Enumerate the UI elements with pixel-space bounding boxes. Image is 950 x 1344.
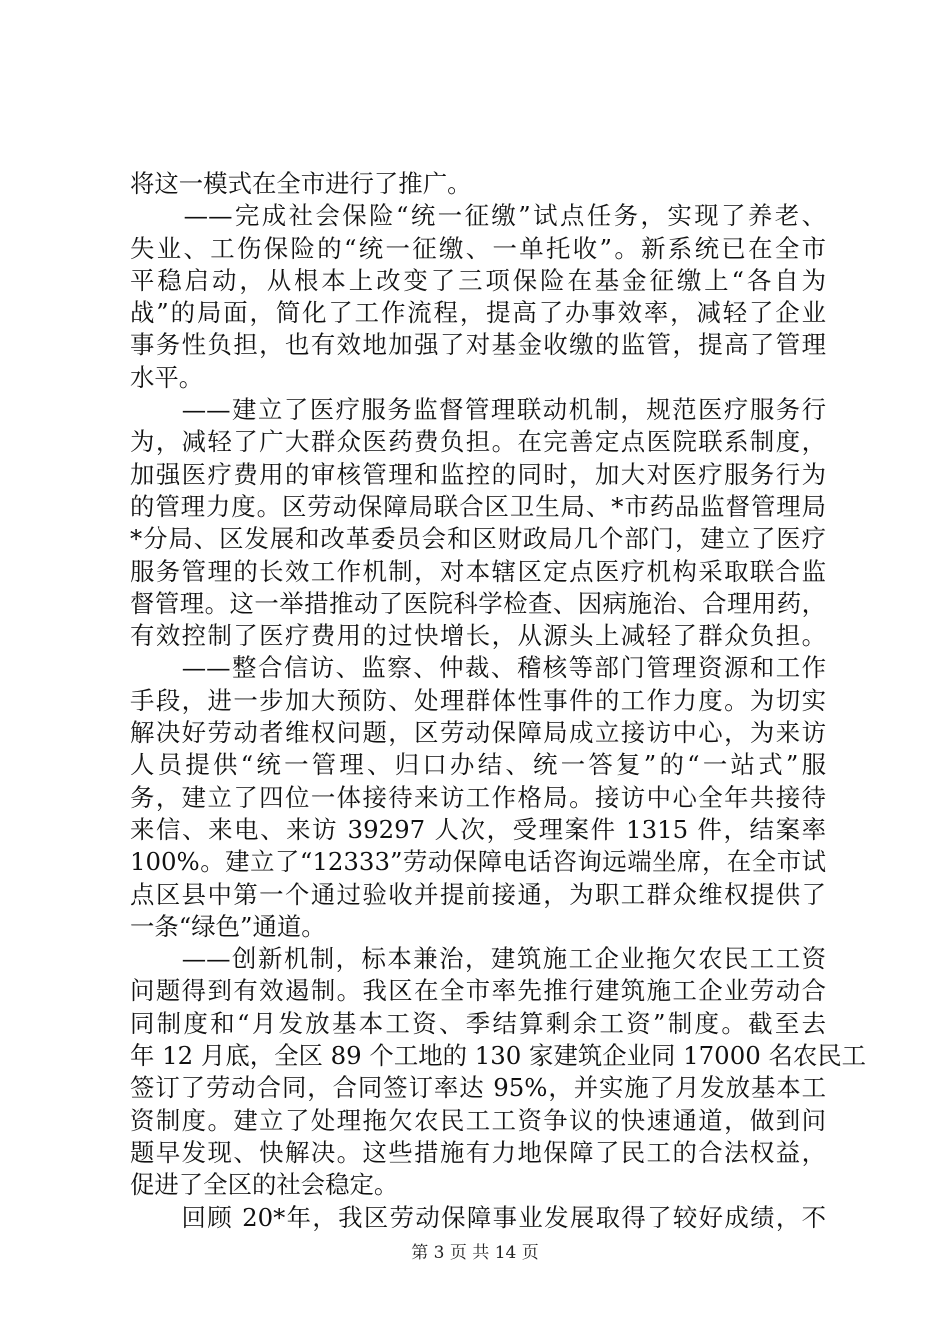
text-line: 题早发现、快解决。这些措施有力地保障了民工的合法权益， (130, 1137, 826, 1167)
text-line: 加强医疗费用的审核管理和监控的同时，加大对医疗服务行为 (130, 459, 826, 489)
text-line: 事务性负担，也有效地加强了对基金收缴的监管，提高了管理 (130, 330, 826, 360)
text-line: 战”的局面，简化了工作流程，提高了办事效率，减轻了企业 (130, 298, 826, 328)
text-line: 年 12 月底，全区 89 个工地的 130 家建筑企业同 17000 名农民工 (130, 1041, 867, 1071)
text-line: 解决好劳动者维权问题，区劳动保障局成立接访中心，为来访 (130, 718, 826, 748)
document-body (130, 168, 867, 1234)
text-line: 一条“绿色”通道。 (130, 911, 326, 941)
text-line: 务，建立了四位一体接待来访工作格局。接访中心全年共接待 (130, 782, 826, 812)
text-line: 服务管理的长效工作机制，对本辖区定点医疗机构采取联合监 (130, 556, 826, 586)
text-line: 签订了劳动合同，合同签订率达 95%，并实施了月发放基本工 (130, 1073, 826, 1103)
text-line: 资制度。建立了处理拖欠农民工工资争议的快速通道，做到问 (130, 1105, 826, 1135)
text-line: 平稳启动，从根本上改变了三项保险在基金征缴上“各自为 (130, 265, 826, 295)
text-line: 失业、工伤保险的“统一征缴、一单托收”。新系统已在全市 (130, 233, 826, 263)
text-line: 来信、来电、来访 39297 人次，受理案件 1315 件，结案率 (130, 814, 826, 844)
text-line: ——整合信访、监察、仲裁、稽核等部门管理资源和工作 (130, 653, 826, 683)
page-number-footer: 第 3 页 共 14 页 (411, 1243, 539, 1263)
text-line: 点区县中第一个通过验收并提前接通，为职工群众维权提供了 (130, 879, 826, 909)
text-line: ——创新机制，标本兼治，建筑施工企业拖欠农民工工资 (130, 944, 826, 974)
text-line: 人员提供“统一管理、归口办结、统一答复”的“一站式”服 (130, 750, 826, 780)
text-line: 为，减轻了广大群众医药费负担。在完善定点医院联系制度， (130, 427, 826, 457)
text-line: 督管理。这一举措推动了医院科学检查、因病施治、合理用药， (130, 588, 826, 618)
text-line: 的管理力度。区劳动保障局联合区卫生局、*市药品监督管理局 (130, 491, 826, 521)
text-line: ——完成社会保险“统一征缴”试点任务，实现了养老、 (130, 201, 826, 231)
text-line: 同制度和“月发放基本工资、季结算剩余工资”制度。截至去 (130, 1008, 826, 1038)
text-line: 将这一模式在全市进行了推广。 (130, 169, 472, 198)
text-line: 促进了全区的社会稳定。 (130, 1170, 399, 1200)
text-line: 手段，进一步加大预防、处理群体性事件的工作力度。为切实 (130, 685, 826, 715)
text-line: 问题得到有效遏制。我区在全市率先推行建筑施工企业劳动合 (130, 976, 826, 1006)
text-line: *分局、区发展和改革委员会和区财政局几个部门，建立了医疗 (130, 524, 826, 554)
text-line: 有效控制了医疗费用的过快增长，从源头上减轻了群众负担。 (130, 621, 826, 651)
text-line: 100%。建立了“12333”劳动保障电话咨询远端坐席，在全市试 (130, 847, 826, 877)
text-line: 水平。 (130, 362, 204, 392)
text-line: ——建立了医疗服务监督管理联动机制，规范医疗服务行 (130, 395, 826, 425)
text-line: 回顾 20*年，我区劳动保障事业发展取得了较好成绩，不 (130, 1202, 826, 1232)
